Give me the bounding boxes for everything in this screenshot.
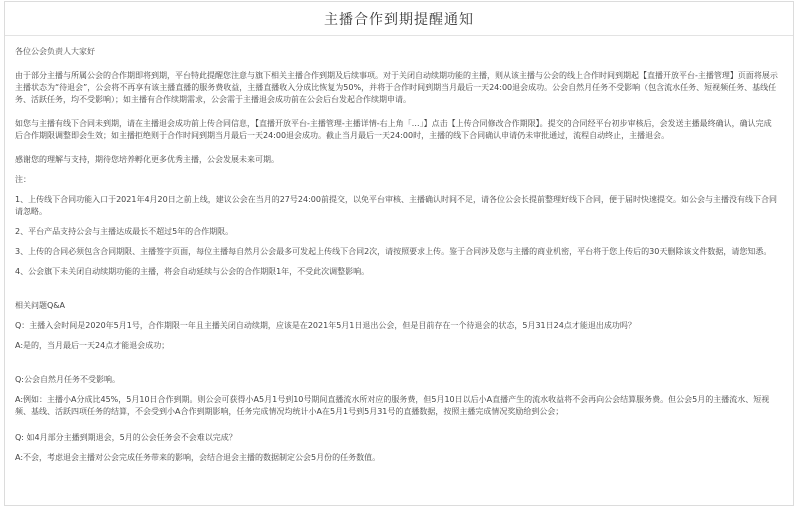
notice-page (4, 1, 794, 506)
note-label: 注： (15, 175, 31, 184)
page-title: 主播合作到期提醒通知 (324, 11, 474, 28)
thanks-paragraph: 感谢您的理解与支持，期待您培养孵化更多优秀主播，公会发展未来可期。 (15, 155, 279, 164)
qa-answer-1: A:是的，当月最后一天24点才能退会成功； (15, 341, 170, 350)
renew-paragraph: 如您与主播有线下合同未到期，请在主播退会成功前上传合同信息，【直播开放平台-主播管理-主播详情-右上角「…」】点击【上传合同修改合作期限】。提交的合同经平台初步审核后，会发送主播最终确认，确认完成后合作期限调整即会生效；如主播拒绝则于合作时间到期当月最后一天24:00退会成功。截止当月最后一天24:00时，主播的线下合同确认申请仍未审批通过，流程自动终止，主播退会。 (15, 119, 772, 140)
notice-content (5, 46, 793, 464)
note-item-1: 1、上传线下合同功能入口于2021年4月20日之前上线，建议公会在当月的27号24:00前提交，以免平台审核、主播确认时间不足，请各位公会长提前整理好线下合同，便于届时快速提交。如公会与主播没有线下合同请忽略。 (15, 195, 777, 216)
qa-question-3: Q: 如4月部分主播到期退会，5月的公会任务会不会难以完成？ (15, 433, 237, 442)
qa-answer-2: A:例如：主播小A分成比45%，5月10日合作到期。则公会可获得小A5月1号到10号期间直播流水所对应的服务费，但5月10日以后小A直播产生的流水收益将不会再向公会结算服务费。但公会5月的主播流水、短视频、基线、活跃四项任务的结算，不会受到小A合作到期影响，任务完成情况均统计小A在5月1号到5月31号的直播数据，按照主播完成情况奖励给到公会； (15, 395, 770, 416)
qa-answer-3: A:不会，考虑退会主播对公会完成任务带来的影响，会结合退会主播的数据制定公会5月份的任务数值。 (15, 453, 381, 462)
note-item-3: 3、上传的合同必须包含合同期限、主播签字页面，每位主播每自然月公会最多可发起上传线下合同2次，请按照要求上传。鉴于合同涉及您与主播的商业机密，平台将于您上传后的30天删除该文件数据，请您知悉。 (15, 247, 772, 256)
greeting: 各位公会负责人大家好 (15, 47, 95, 56)
title-bar (5, 2, 793, 36)
qa-question-2: Q:公会自然月任务不受影响。 (15, 375, 120, 384)
note-item-4: 4、公会旗下未关闭自动续期功能的主播，将会自动延续与公会的合作期限1年，不受此次调整影响。 (15, 267, 370, 276)
qa-question-1: Q：主播入会时间是2020年5月1号，合作期限一年且主播关闭自动续期，应该是在2021年5月1日退出公会，但是目前存在一个待退会的状态，5月31日24点才能退出成功吗？ (15, 321, 636, 330)
note-item-2: 2、平台产品支持公会与主播达成最长不超过5年的合作期限。 (15, 227, 234, 236)
qa-heading: 相关问题Q&A (15, 301, 66, 310)
intro-paragraph: 由于部分主播与所属公会的合作期即将到期，平台特此提醒您注意与旗下相关主播合作到期及后续事项。对于关闭自动续期功能的主播，则从该主播与公会的线上合作时间到期起【直播开放平台-主播管理】页面将展示主播状态为“待退会”，公会将不再享有该主播直播的服务费收益，主播直播收入分成比恢复为50%，并将于合作时间到期当月最后一天24:00退会成功。公会自然月任务不受影响（包含流水任务、短视频任务、基线任务、活跃任务，均不受影响）；如主播有合作续期需求，公会需于主播退会成功前在公会后台发起合作续期申请。 (15, 71, 778, 104)
